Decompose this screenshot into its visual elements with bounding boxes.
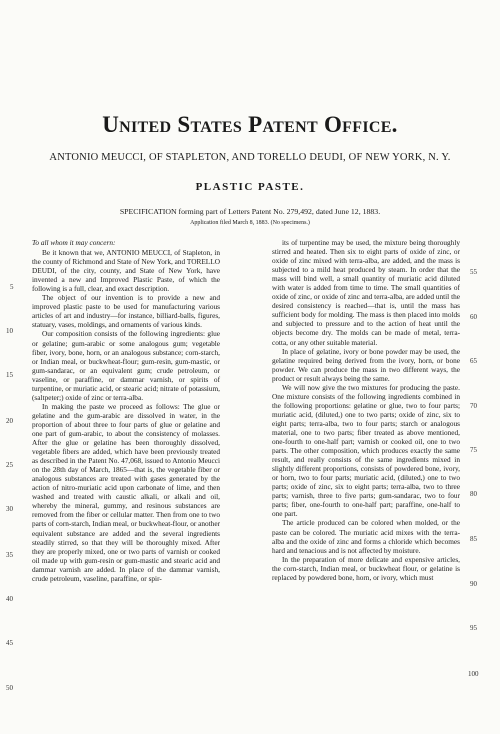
line-number: 60 (470, 313, 477, 321)
paragraph: Our composition consists of the following ingredients: glue or gelatine; gum-arabic or some analogous gum; vegetable fiber, ivory, bone, horn, or an analogous substance; corn-starch, or Indian meal, or buckwheat-flour; gum-resin, gum-mastic, or gum-sandarac, or an equivalent gum; crude petroleum, or vaseline, or paraffine, or dammar varnish, or spirits of turpentine, or muriatic acid, or stearic acid; nitrate of potassium, (saltpeter;) oxide of zinc or terra-alba. (32, 329, 220, 402)
paragraph: In the preparation of more delicate and expensive articles, the corn-starch, Indian meal, or buckwheat flour, or gelatine is replaced by powdered bone, horn, or ivory, which must (272, 554, 460, 582)
paragraph: In making the paste we proceed as follows: The glue or gelatine and the gum-arabic are dissolved in water, in the proportion of about three to four parts of glue or gelatine and one part of gum-arabic, to about the consistency of molasses. After the glue or gelatine has been thoroughly dissolved, vegetable fibers are added, which have been previously treated as described in the Patent No. 47,068, issued to Antonio Meucci on the 28th day of March, 1865—that is, the vegetable fiber or analogous substances are treated with gases generated by the action of nitro-muriatic acid upon carbonate of lime, and then washed and treated with caustic alkali, or alkali and oil, whereby the mineral, gummy, and resinous substances are removed from the fiber or cellular matter. Then from one to two parts of corn-starch, Indian meal, or buckwheat-flour, or another equivalent substance are added and the several ingredients steadily stirred, so that they will be thoroughly mixed. After they are properly mixed, one or two parts of varnish or cooked oil made up with gum-resin or gum-mastic and stearic acid and dammar varnish are added. In place of the dammar varnish, crude petroleum, vaseline, paraffine, or spir- (32, 401, 220, 583)
line-number: 20 (6, 417, 13, 425)
specification-line: SPECIFICATION forming part of Letters Patent No. 279,492, dated June 12, 1883. (119, 207, 381, 216)
line-number: 65 (470, 357, 477, 365)
line-number: 10 (6, 327, 13, 335)
line-number: 50 (6, 684, 13, 692)
left-column (32, 238, 220, 583)
paragraph: its of turpentine may be used, the mixture being thoroughly stirred and heated. Then six to eight parts of oxide of zinc, or oxide of zinc mixed with terra-alba, are added, and the mass is subjected to a mild heat produced by steam. In order that the mass will bind well, a small quantity of muriatic acid diluted with water is added from time to time. The small quantities of oxide of zinc, or oxide of zinc and terra-alba, are added until the desired consistency is reached—that is, until the mass has sufficient body for molding. The mass is then placed into molds and subjected to pressure and to the action of heat until the objects become dry. The molds can be made of metal, terra-cotta, or any other suitable material. (272, 238, 460, 347)
line-number: 55 (470, 268, 477, 276)
line-number: 70 (470, 402, 477, 410)
paragraph: The object of our invention is to provide a new and improved plastic paste to be used for manufacturing various articles of art and industry—for instance, billiard-balls, figures, statuary, vases, moldings, and ornaments of various kinds. (32, 293, 220, 330)
line-number: 15 (6, 371, 13, 379)
line-number: 75 (470, 446, 477, 454)
line-number: 85 (470, 535, 477, 543)
line-number: 25 (6, 461, 13, 469)
paragraph: In place of gelatine, ivory or bone powder may be used, the gelatine required being derived from the ivory, horn, or bone powder. We can produce the mass in two different ways, the product or result always being the same. (272, 346, 460, 383)
paragraph: We will now give the two mixtures for producing the paste. One mixture consists of the following ingredients combined in the following proportions: gelatine or glue, two to four parts; muriatic acid, (diluted,) one to two parts; oxide of zinc, six to eight parts; terra-alba, two to four parts; starch or analogous material, one to two parts; fiber treated as above mentioned, one-fourth to one-half part; varnish or cooked oil, one to two parts. The other composition, which produces exactly the same result, and really consists of the same ingredients mixed in slightly different proportions, consists of powdered bone, ivory, or horn, two to four parts; muriatic acid, (diluted,) one to two parts; oxide of zinc, six to eight parts; terra-alba, two to three parts; varnish, three to five parts; gum-sandarac, two to four parts; fiber, one-fourth to one-half part; paraffine, one-half to one part. (272, 382, 460, 519)
line-number: 90 (470, 580, 477, 588)
inventors-line: ANTONIO MEUCCI, OF STAPLETON, AND TORELLO DEUDI, OF NEW YORK, N. Y. (49, 152, 451, 163)
salutation: To all whom it may concern: (32, 238, 116, 247)
patent-office-title: United States Patent Office. (102, 112, 398, 137)
line-number: 45 (6, 639, 13, 647)
line-number: 100 (468, 670, 479, 678)
line-number: 30 (6, 505, 13, 513)
right-column (272, 238, 460, 582)
line-number: 40 (6, 595, 13, 603)
line-number: 80 (470, 490, 477, 498)
application-line: Application filed March 8, 1883. (No specimens.) (190, 220, 310, 226)
paragraph: The article produced can be colored when molded, or the paste can be colored. The muriatic acid mixes with the terra-alba and the oxide of zinc and forms a chloride which becomes hard and tenacious and is not affected by moisture. (272, 518, 460, 555)
line-number: 5 (10, 283, 14, 291)
line-number: 35 (6, 551, 13, 559)
line-number: 95 (470, 624, 477, 632)
patent-subject: PLASTIC PASTE. (195, 181, 305, 193)
paragraph: Be it known that we, ANTONIO MEUCCI, of Stapleton, in the county of Richmond and State of New York, and TORELLO DEUDI, of the city, county, and State of New York, have invented a new and Improved Plastic Paste, of which the following is a full, clear, and exact description. (32, 248, 220, 294)
